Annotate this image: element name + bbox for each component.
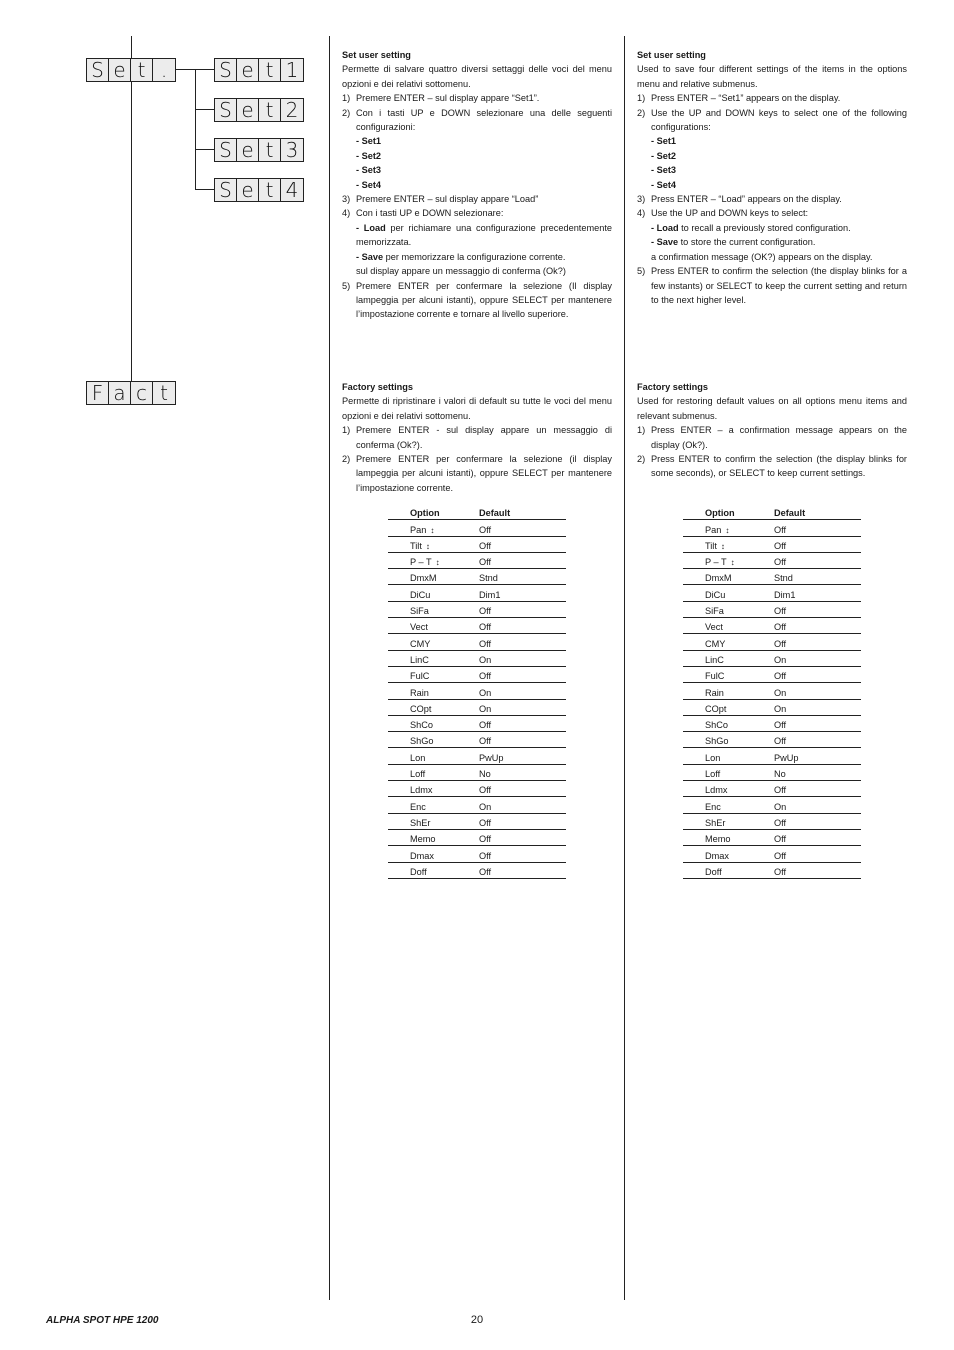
table-row <box>683 569 861 585</box>
up-down-arrows-icon: ↕ <box>725 525 730 535</box>
option-name: P – T <box>705 557 727 568</box>
default-value: Off <box>479 785 492 796</box>
step-5: 5) Premere ENTER per confermare la selezione (Il display lampeggia per alcuni istanti), oppure SELECT per mantenere l’impostazione corrente e tornare al livello superiore. <box>342 280 612 320</box>
section-intro: Permette di salvare quattro diversi settaggi delle voci del menu opzioni e dei relativi sottomenu. <box>342 64 612 89</box>
default-value: Off <box>479 866 492 877</box>
header-default: Default <box>479 508 511 519</box>
default-value: Off <box>479 606 492 617</box>
table-row <box>388 863 566 879</box>
default-value: Off <box>479 834 492 845</box>
default-value: On <box>774 801 787 812</box>
table-row <box>388 716 566 732</box>
option-name: COpt <box>410 703 432 714</box>
config-item: - Set1 <box>651 136 677 147</box>
lcd-set3 <box>214 138 304 162</box>
default-value: On <box>774 703 787 714</box>
up-down-arrows-icon: ↕ <box>720 541 725 551</box>
option-name: ShEr <box>705 817 726 828</box>
step-3: 3) Premere ENTER – sul display appare “Load” <box>342 194 539 205</box>
option-name: Enc <box>410 801 426 812</box>
table-row <box>683 553 861 569</box>
table-row <box>683 797 861 813</box>
up-down-arrows-icon: ↕ <box>730 558 735 568</box>
option-name: COpt <box>705 703 727 714</box>
option-name: DmxM <box>705 573 732 584</box>
config-item: - Set3 <box>356 165 382 176</box>
english-fact-section <box>637 380 907 481</box>
section-intro: Permette di ripristinare i valori di default su tutte le voci del menu opzioni e dei relativi sottomenu. <box>342 396 612 421</box>
config-item: - Set2 <box>651 150 677 161</box>
connector-set1 <box>195 69 215 70</box>
default-value: On <box>479 703 492 714</box>
page-number: 20 <box>470 1314 484 1326</box>
option-name: Dmax <box>410 850 434 861</box>
table-row <box>388 748 566 764</box>
default-value: Off <box>774 834 787 845</box>
config-item: - Set4 <box>651 179 677 190</box>
option-name: Tilt <box>410 540 422 551</box>
connector-set-menu <box>176 69 196 70</box>
lcd-set1 <box>214 58 304 82</box>
table-row <box>683 863 861 879</box>
table-row <box>683 748 861 764</box>
table-row <box>683 585 861 601</box>
option-name: ShEr <box>410 817 431 828</box>
step-3: 3) Press ENTER – “Load” appears on the display. <box>637 194 842 205</box>
table-row <box>388 732 566 748</box>
option-name: Ldmx <box>410 785 433 796</box>
option-name: ShCo <box>705 720 728 731</box>
defaults-table-italian <box>388 504 566 879</box>
table-row <box>388 618 566 634</box>
table-row <box>388 814 566 830</box>
config-item: - Set3 <box>651 165 677 176</box>
default-value: Off <box>774 540 787 551</box>
table-row <box>683 716 861 732</box>
lcd-char: S <box>215 139 237 161</box>
step-1: 1) Premere ENTER – sul display appare “Set1”. <box>342 93 540 104</box>
default-value: On <box>479 801 492 812</box>
option-name: LinC <box>705 654 724 665</box>
product-name: ALPHA SPOT HPE 1200 <box>46 1315 159 1326</box>
default-value: Off <box>774 785 787 796</box>
option-name: FulC <box>705 671 725 682</box>
step-2: 2) Press ENTER to confirm the selection (the display blinks for some seconds), or SELECT to keep current settings. <box>637 454 907 479</box>
lcd-char: t <box>131 59 153 81</box>
column-divider-right <box>624 36 625 1300</box>
default-value: Off <box>774 850 787 861</box>
option-name: Rain <box>705 687 724 698</box>
table-row <box>683 765 861 781</box>
default-value: Off <box>479 671 492 682</box>
default-value: PwUp <box>479 752 504 763</box>
config-item: - Set2 <box>356 150 382 161</box>
option-name: Ldmx <box>705 785 728 796</box>
config-item: - Set4 <box>356 179 382 190</box>
default-value: Off <box>774 736 787 747</box>
option-name: Pan <box>410 524 427 535</box>
option-name: Tilt <box>705 540 717 551</box>
lcd-char: e <box>237 99 259 121</box>
default-value: Off <box>479 540 492 551</box>
italian-fact-section <box>342 380 612 495</box>
table-row <box>388 651 566 667</box>
option-name: Dmax <box>705 850 729 861</box>
connector-set4 <box>195 189 215 190</box>
option-name: Lon <box>705 752 721 763</box>
default-value: Off <box>479 817 492 828</box>
confirm-message: a confirmation message (OK?) appears on the display. <box>651 251 873 262</box>
table-row <box>388 667 566 683</box>
lcd-char: S <box>215 59 237 81</box>
default-value: On <box>479 654 492 665</box>
lcd-char: . <box>153 59 175 81</box>
table-row <box>683 618 861 634</box>
lcd-set4 <box>214 178 304 202</box>
default-value: On <box>774 654 787 665</box>
save-option: - Save per memorizzare la configurazione corrente. <box>356 251 566 262</box>
table-row <box>683 846 861 862</box>
table-row <box>388 683 566 699</box>
lcd-char: S <box>215 179 237 201</box>
option-name: Vect <box>410 622 428 633</box>
default-value: No <box>774 769 786 780</box>
default-value: Off <box>774 606 787 617</box>
lcd-set2 <box>214 98 304 122</box>
branch-line <box>195 69 196 190</box>
default-value: Dim1 <box>479 589 501 600</box>
header-option: Option <box>410 508 440 519</box>
step-1: 1) Press ENTER – “Set1” appears on the display. <box>637 93 841 104</box>
config-item: - Set1 <box>356 136 382 147</box>
default-value: PwUp <box>774 752 799 763</box>
default-value: Stnd <box>479 573 498 584</box>
lcd-char: t <box>259 59 281 81</box>
load-option: - Load to recall a previously stored configuration. <box>651 222 851 233</box>
table-row <box>683 651 861 667</box>
defaults-table-english <box>683 504 861 879</box>
default-value: Off <box>774 720 787 731</box>
table-row <box>388 765 566 781</box>
option-name: Memo <box>705 834 731 845</box>
option-name: Enc <box>705 801 721 812</box>
lcd-char: e <box>237 139 259 161</box>
connector-set3 <box>195 149 215 150</box>
lcd-char: e <box>109 59 131 81</box>
lcd-char: F <box>87 382 109 404</box>
option-name: DiCu <box>410 589 431 600</box>
table-row <box>388 569 566 585</box>
option-name: DmxM <box>410 573 437 584</box>
default-value: Off <box>774 817 787 828</box>
load-option: - Load per richiamare una configurazione precedentemente memorizzata. <box>356 222 612 248</box>
default-value: Off <box>774 866 787 877</box>
default-value: Off <box>479 557 492 568</box>
lcd-char: 2 <box>281 99 303 121</box>
step-4: 4) Con i tasti UP e DOWN selezionare: <box>342 208 504 219</box>
english-set-section <box>637 48 907 307</box>
default-value: Dim1 <box>774 589 796 600</box>
section-intro: Used for restoring default values on all options menu items and relevant submenus. <box>637 396 907 421</box>
connector-set2 <box>195 109 215 110</box>
default-value: Off <box>479 524 492 535</box>
step-1: 1) Press ENTER – a confirmation message appears on the display (Ok?). <box>637 425 907 450</box>
default-value: Off <box>774 524 787 535</box>
table-row <box>683 520 861 536</box>
confirm-message: sul display appare un messaggio di conferma (Ok?) <box>356 266 566 277</box>
default-value: Off <box>479 638 492 649</box>
default-value: On <box>774 687 787 698</box>
table-row <box>683 683 861 699</box>
lcd-char: t <box>259 99 281 121</box>
option-name: Loff <box>410 769 426 780</box>
lcd-char: 3 <box>281 139 303 161</box>
italian-set-section <box>342 48 612 322</box>
header-option: Option <box>705 508 735 519</box>
table-row <box>683 537 861 553</box>
table-row <box>388 585 566 601</box>
up-down-arrows-icon: ↕ <box>430 525 435 535</box>
default-value: Off <box>774 638 787 649</box>
section-title: Factory settings <box>637 382 708 392</box>
table-row <box>388 520 566 536</box>
table-row <box>683 732 861 748</box>
table-row <box>388 634 566 650</box>
step-1: 1) Premere ENTER - sul display appare un messaggio di conferma (Ok?). <box>342 425 612 450</box>
table-row <box>683 602 861 618</box>
option-name: FulC <box>410 671 430 682</box>
section-title: Set user setting <box>637 50 706 60</box>
option-name: ShGo <box>705 736 729 747</box>
option-name: Loff <box>705 769 721 780</box>
table-row <box>388 846 566 862</box>
option-name: LinC <box>410 654 429 665</box>
lcd-char: 4 <box>281 179 303 201</box>
table-header <box>683 504 861 520</box>
lcd-char: c <box>131 382 153 404</box>
table-row <box>683 781 861 797</box>
step-4: 4) Use the UP and DOWN keys to select: <box>637 208 809 219</box>
up-down-arrows-icon: ↕ <box>425 541 430 551</box>
option-name: Doff <box>705 866 722 877</box>
table-row <box>683 830 861 846</box>
up-down-arrows-icon: ↕ <box>435 558 440 568</box>
option-name: Lon <box>410 752 426 763</box>
default-value: Off <box>479 622 492 633</box>
option-name: Memo <box>410 834 436 845</box>
section-title: Set user setting <box>342 50 411 60</box>
lcd-char: 1 <box>281 59 303 81</box>
option-name: SiFa <box>705 606 724 617</box>
lcd-char: S <box>215 99 237 121</box>
lcd-fact <box>86 381 176 405</box>
default-value: Off <box>479 720 492 731</box>
option-name: CMY <box>410 638 431 649</box>
default-value: On <box>479 687 492 698</box>
table-row <box>683 700 861 716</box>
lcd-char: t <box>259 179 281 201</box>
option-name: ShGo <box>410 736 434 747</box>
default-value: Off <box>774 557 787 568</box>
default-value: Off <box>479 850 492 861</box>
default-value: Off <box>774 622 787 633</box>
option-name: Vect <box>705 622 723 633</box>
table-row <box>388 553 566 569</box>
step-2: 2) Use the UP and DOWN keys to select one of the following configurations: <box>637 107 907 133</box>
column-divider-left <box>329 36 330 1300</box>
step-5: 5) Press ENTER to confirm the selection (the display blinks for a few instants) or SELECT to keep the current setting and return to the next higher level. <box>637 266 907 305</box>
table-row <box>683 814 861 830</box>
table-row <box>388 700 566 716</box>
save-option: - Save to store the current configuration. <box>651 237 816 248</box>
default-value: Off <box>479 736 492 747</box>
option-name: CMY <box>705 638 726 649</box>
lcd-char: t <box>259 139 281 161</box>
option-name: Pan <box>705 524 722 535</box>
section-title: Factory settings <box>342 382 413 392</box>
option-name: Rain <box>410 687 429 698</box>
lcd-char: S <box>87 59 109 81</box>
lcd-char: a <box>109 382 131 404</box>
table-row <box>388 797 566 813</box>
lcd-char: t <box>153 382 175 404</box>
table-row <box>388 781 566 797</box>
table-row <box>388 830 566 846</box>
option-name: Doff <box>410 866 427 877</box>
default-value: Off <box>774 671 787 682</box>
step-2: 2) Premere ENTER per confermare la selezione (il display lampeggia per alcuni istanti), oppure SELECT per mantenere l’impostazione corrente. <box>342 454 612 493</box>
tree-trunk-line <box>131 36 132 384</box>
default-value: Stnd <box>774 573 793 584</box>
option-name: P – T <box>410 557 432 568</box>
step-2: 2) Con i tasti UP e DOWN selezionare una delle seguenti configurazioni: <box>342 107 612 133</box>
option-name: DiCu <box>705 589 726 600</box>
lcd-set-menu <box>86 58 176 82</box>
table-row <box>683 667 861 683</box>
table-row <box>683 634 861 650</box>
lcd-char: e <box>237 59 259 81</box>
table-header <box>388 504 566 520</box>
table-row <box>388 602 566 618</box>
option-name: ShCo <box>410 720 433 731</box>
table-row <box>388 537 566 553</box>
header-default: Default <box>774 508 806 519</box>
lcd-char: e <box>237 179 259 201</box>
section-intro: Used to save four different settings of the items in the options menu and relative submenus. <box>637 64 907 89</box>
option-name: SiFa <box>410 606 429 617</box>
default-value: No <box>479 769 491 780</box>
